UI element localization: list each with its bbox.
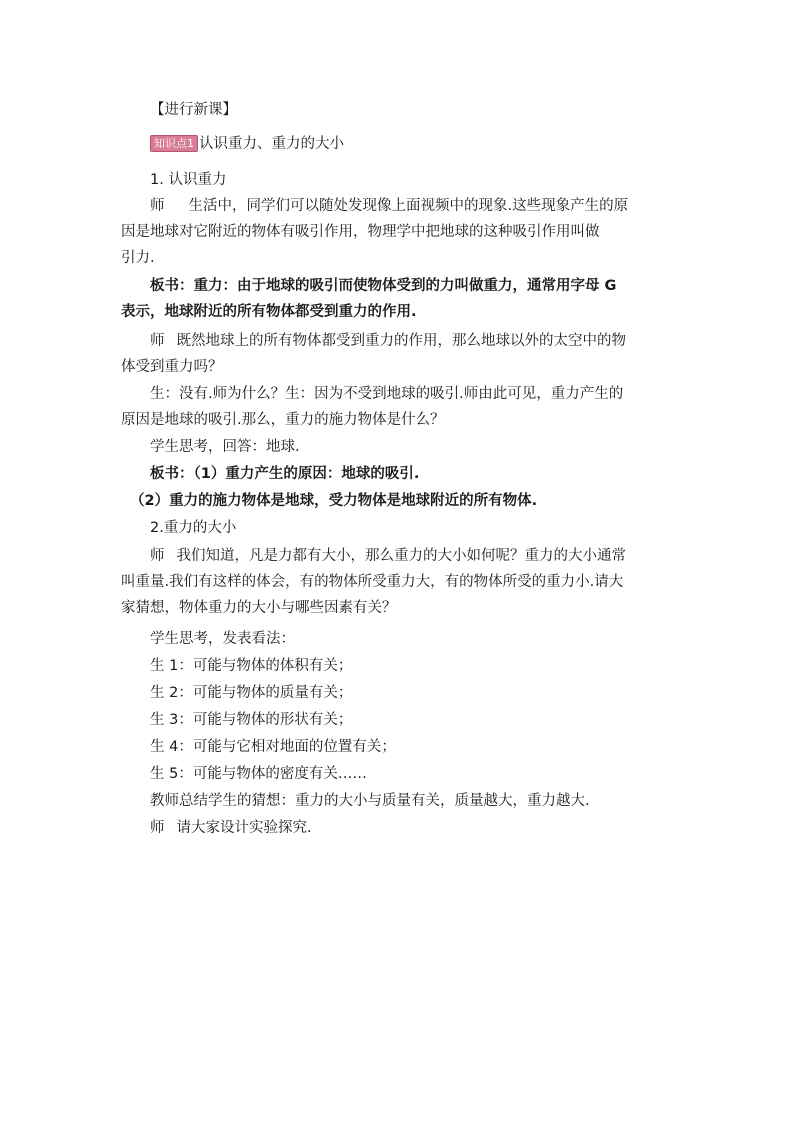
paragraph-line: 因是地球对它附近的物体有吸引作用，物理学中把地球的这种吸引作用叫做 bbox=[121, 224, 600, 240]
speaker-label: 师 bbox=[150, 548, 165, 564]
paragraph-line: 体受到重力吗？ bbox=[121, 359, 223, 375]
knowledge-point-title: 认识重力、重力的大小 bbox=[199, 136, 344, 152]
speaker-label: 师 bbox=[150, 333, 165, 349]
board-note: 板书：重力：由于地球的吸引而使物体受到的力叫做重力，通常用字母 G bbox=[150, 278, 617, 294]
speaker-label: 师 bbox=[150, 820, 165, 836]
guess-item: 生 3：可能与物体的形状有关； bbox=[150, 712, 353, 728]
paragraph-line: 生：没有.师为什么？生：因为不受到地球的吸引.师由此可见，重力产生的 bbox=[150, 386, 624, 402]
paragraph-line bbox=[150, 331, 710, 351]
board-note: 表示，地球附近的所有物体都受到重力的作用. bbox=[121, 304, 417, 320]
knowledge-point-badge: 知识点1 bbox=[150, 135, 198, 152]
speaker-label: 师 bbox=[150, 198, 165, 214]
guess-item: 生 2：可能与物体的质量有关； bbox=[150, 685, 353, 701]
paragraph-text: 生活中，同学们可以随处发现像上面视频中的现象.这些现象产生的原 bbox=[188, 198, 629, 214]
subsection-title-2: 2.重力的大小 bbox=[150, 520, 237, 536]
knowledge-point-heading bbox=[150, 134, 710, 154]
paragraph-line bbox=[150, 818, 710, 838]
section-heading: 【进行新课】 bbox=[150, 102, 237, 118]
paragraph-line: 原因是地球的吸引.那么，重力的施力物体是什么？ bbox=[121, 412, 445, 428]
guess-item: 生 5：可能与物体的密度有关…… bbox=[150, 766, 367, 782]
paragraph-line: 引力. bbox=[121, 250, 155, 266]
guess-item: 生 4：可能与它相对地面的位置有关； bbox=[150, 739, 396, 755]
paragraph-line: 学生思考，发表看法： bbox=[150, 631, 295, 647]
paragraph-line: 家猜想，物体重力的大小与哪些因素有关？ bbox=[121, 600, 397, 616]
board-note: 板书：（1）重力产生的原因：地球的吸引. bbox=[150, 466, 420, 482]
paragraph-text: 既然地球上的所有物体都受到重力的作用，那么地球以外的太空中的物 bbox=[176, 333, 626, 349]
paragraph-line: 学生思考，回答：地球. bbox=[150, 439, 300, 455]
guess-item: 生 1：可能与物体的体积有关； bbox=[150, 658, 353, 674]
board-note: （2）重力的施力物体是地球，受力物体是地球附近的所有物体. bbox=[130, 493, 538, 509]
subsection-title-1: 1. 认识重力 bbox=[150, 172, 227, 188]
paragraph-text: 请大家设计实验探究. bbox=[176, 820, 312, 836]
paragraph-line: 教师总结学生的猜想：重力的大小与质量有关，质量越大，重力越大. bbox=[150, 793, 590, 809]
paragraph-line bbox=[150, 546, 710, 566]
paragraph-line: 叫重量.我们有这样的体会，有的物体所受重力大，有的物体所受的重力小.请大 bbox=[121, 574, 624, 590]
paragraph-text: 我们知道，凡是力都有大小，那么重力的大小如何呢？重力的大小通常 bbox=[176, 548, 626, 564]
paragraph-line bbox=[150, 196, 710, 216]
